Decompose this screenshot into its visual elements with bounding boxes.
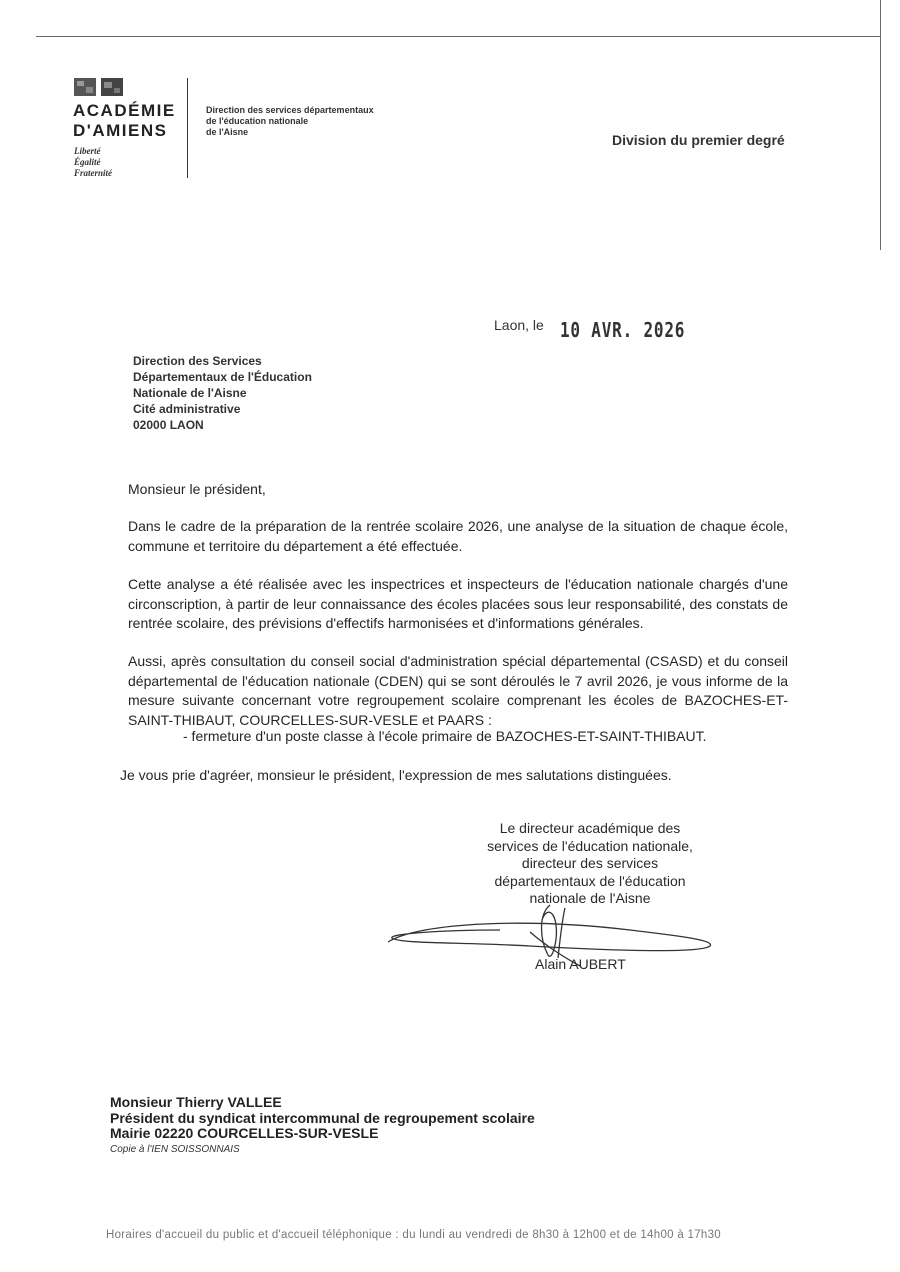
motto-liberte: Liberté	[74, 146, 101, 156]
dateline-place: Laon, le	[494, 317, 544, 333]
paragraph-1: Dans le cadre de la préparation de la rentrée scolaire 2026, une analyse de la situation de chaque école, commune et territoire du département a été effectuée.	[128, 518, 788, 554]
signer-name: Alain AUBERT	[535, 956, 626, 972]
address-line: Direction des Services	[133, 354, 262, 368]
recipient-line: Monsieur Thierry VALLEE	[110, 1094, 282, 1110]
signatory-title-line: départementaux de l'éducation	[494, 872, 686, 889]
paragraph-3: Aussi, après consultation du conseil social d'administration spécial départemental (CSASD) et du conseil départemental de l'éducation nationale (CDEN) qui se sont déroulés le 7 avril 2026, je vous informe de la mesure suivante concernant votre regroupement scolaire comprenant les écoles de BAZOCHES-ET-SAINT-THIBAUT, COURCELLES-SUR-VESLE et PAARS :	[128, 653, 788, 728]
motto-fraternite: Fraternité	[74, 168, 113, 178]
salutation: Monsieur le président,	[128, 481, 266, 497]
direction-line: Direction des services départementaux	[206, 105, 374, 115]
top-rule	[36, 36, 880, 37]
recipient-address	[110, 1095, 535, 1142]
footer-hours: Horaires d'accueil du public et d'accueil téléphonique : du lundi au vendredi de 8h30 à 12h00 et de 14h00 à 17h30	[106, 1229, 722, 1241]
measure-item: - fermeture d'un poste classe à l'école primaire de BAZOCHES-ET-SAINT-THIBAUT.	[183, 728, 707, 744]
signatory-title-line: Le directeur académique des	[499, 820, 681, 836]
signatory-title-line: directeur des services	[521, 855, 659, 871]
recipient-line: Président du syndicat intercommunal de regroupement scolaire	[110, 1109, 535, 1126]
direction-line: de l'Aisne	[206, 127, 249, 137]
address-line: Départementaux de l'Éducation	[133, 370, 312, 384]
sender-address	[133, 353, 312, 433]
direction-lines	[206, 105, 374, 138]
academy-name-line1: ACADÉMIE	[73, 101, 176, 120]
division-title: Division du premier degré	[612, 132, 785, 148]
signatory-title-line: nationale de l'Aisne	[529, 890, 651, 906]
motto	[74, 146, 112, 179]
address-line: Nationale de l'Aisne	[133, 386, 247, 400]
academy-name-line2: D'AMIENS	[73, 121, 168, 140]
right-rule	[880, 0, 881, 250]
academy-name	[73, 101, 176, 141]
marianne-logo-icon	[74, 78, 124, 96]
signatory-title	[470, 820, 710, 908]
motto-egalite: Égalité	[74, 157, 101, 167]
header-divider	[187, 78, 188, 178]
copy-note: Copie à l'IEN SOISSONNAIS	[110, 1144, 240, 1155]
address-line: 02000 LAON	[133, 418, 204, 432]
address-line: Cité administrative	[133, 402, 241, 416]
recipient-line: Mairie 02220 COURCELLES-SUR-VESLE	[110, 1125, 379, 1141]
date-stamp: 10 AVR. 2026	[560, 318, 686, 342]
direction-line: de l'éducation nationale	[206, 116, 309, 126]
paragraph-2: Cette analyse a été réalisée avec les inspectrices et inspecteurs de l'éducation nationale chargés d'une circonscription, à partir de leur connaissance des écoles placées sous leur responsabilité, des constats de rentrée scolaire, des prévisions d'effectifs harmonisées et d'informations générales.	[128, 576, 788, 631]
signatory-title-line: services de l'éducation nationale,	[487, 837, 693, 854]
closing-formula: Je vous prie d'agréer, monsieur le président, l'expression de mes salutations distinguées.	[120, 767, 672, 783]
